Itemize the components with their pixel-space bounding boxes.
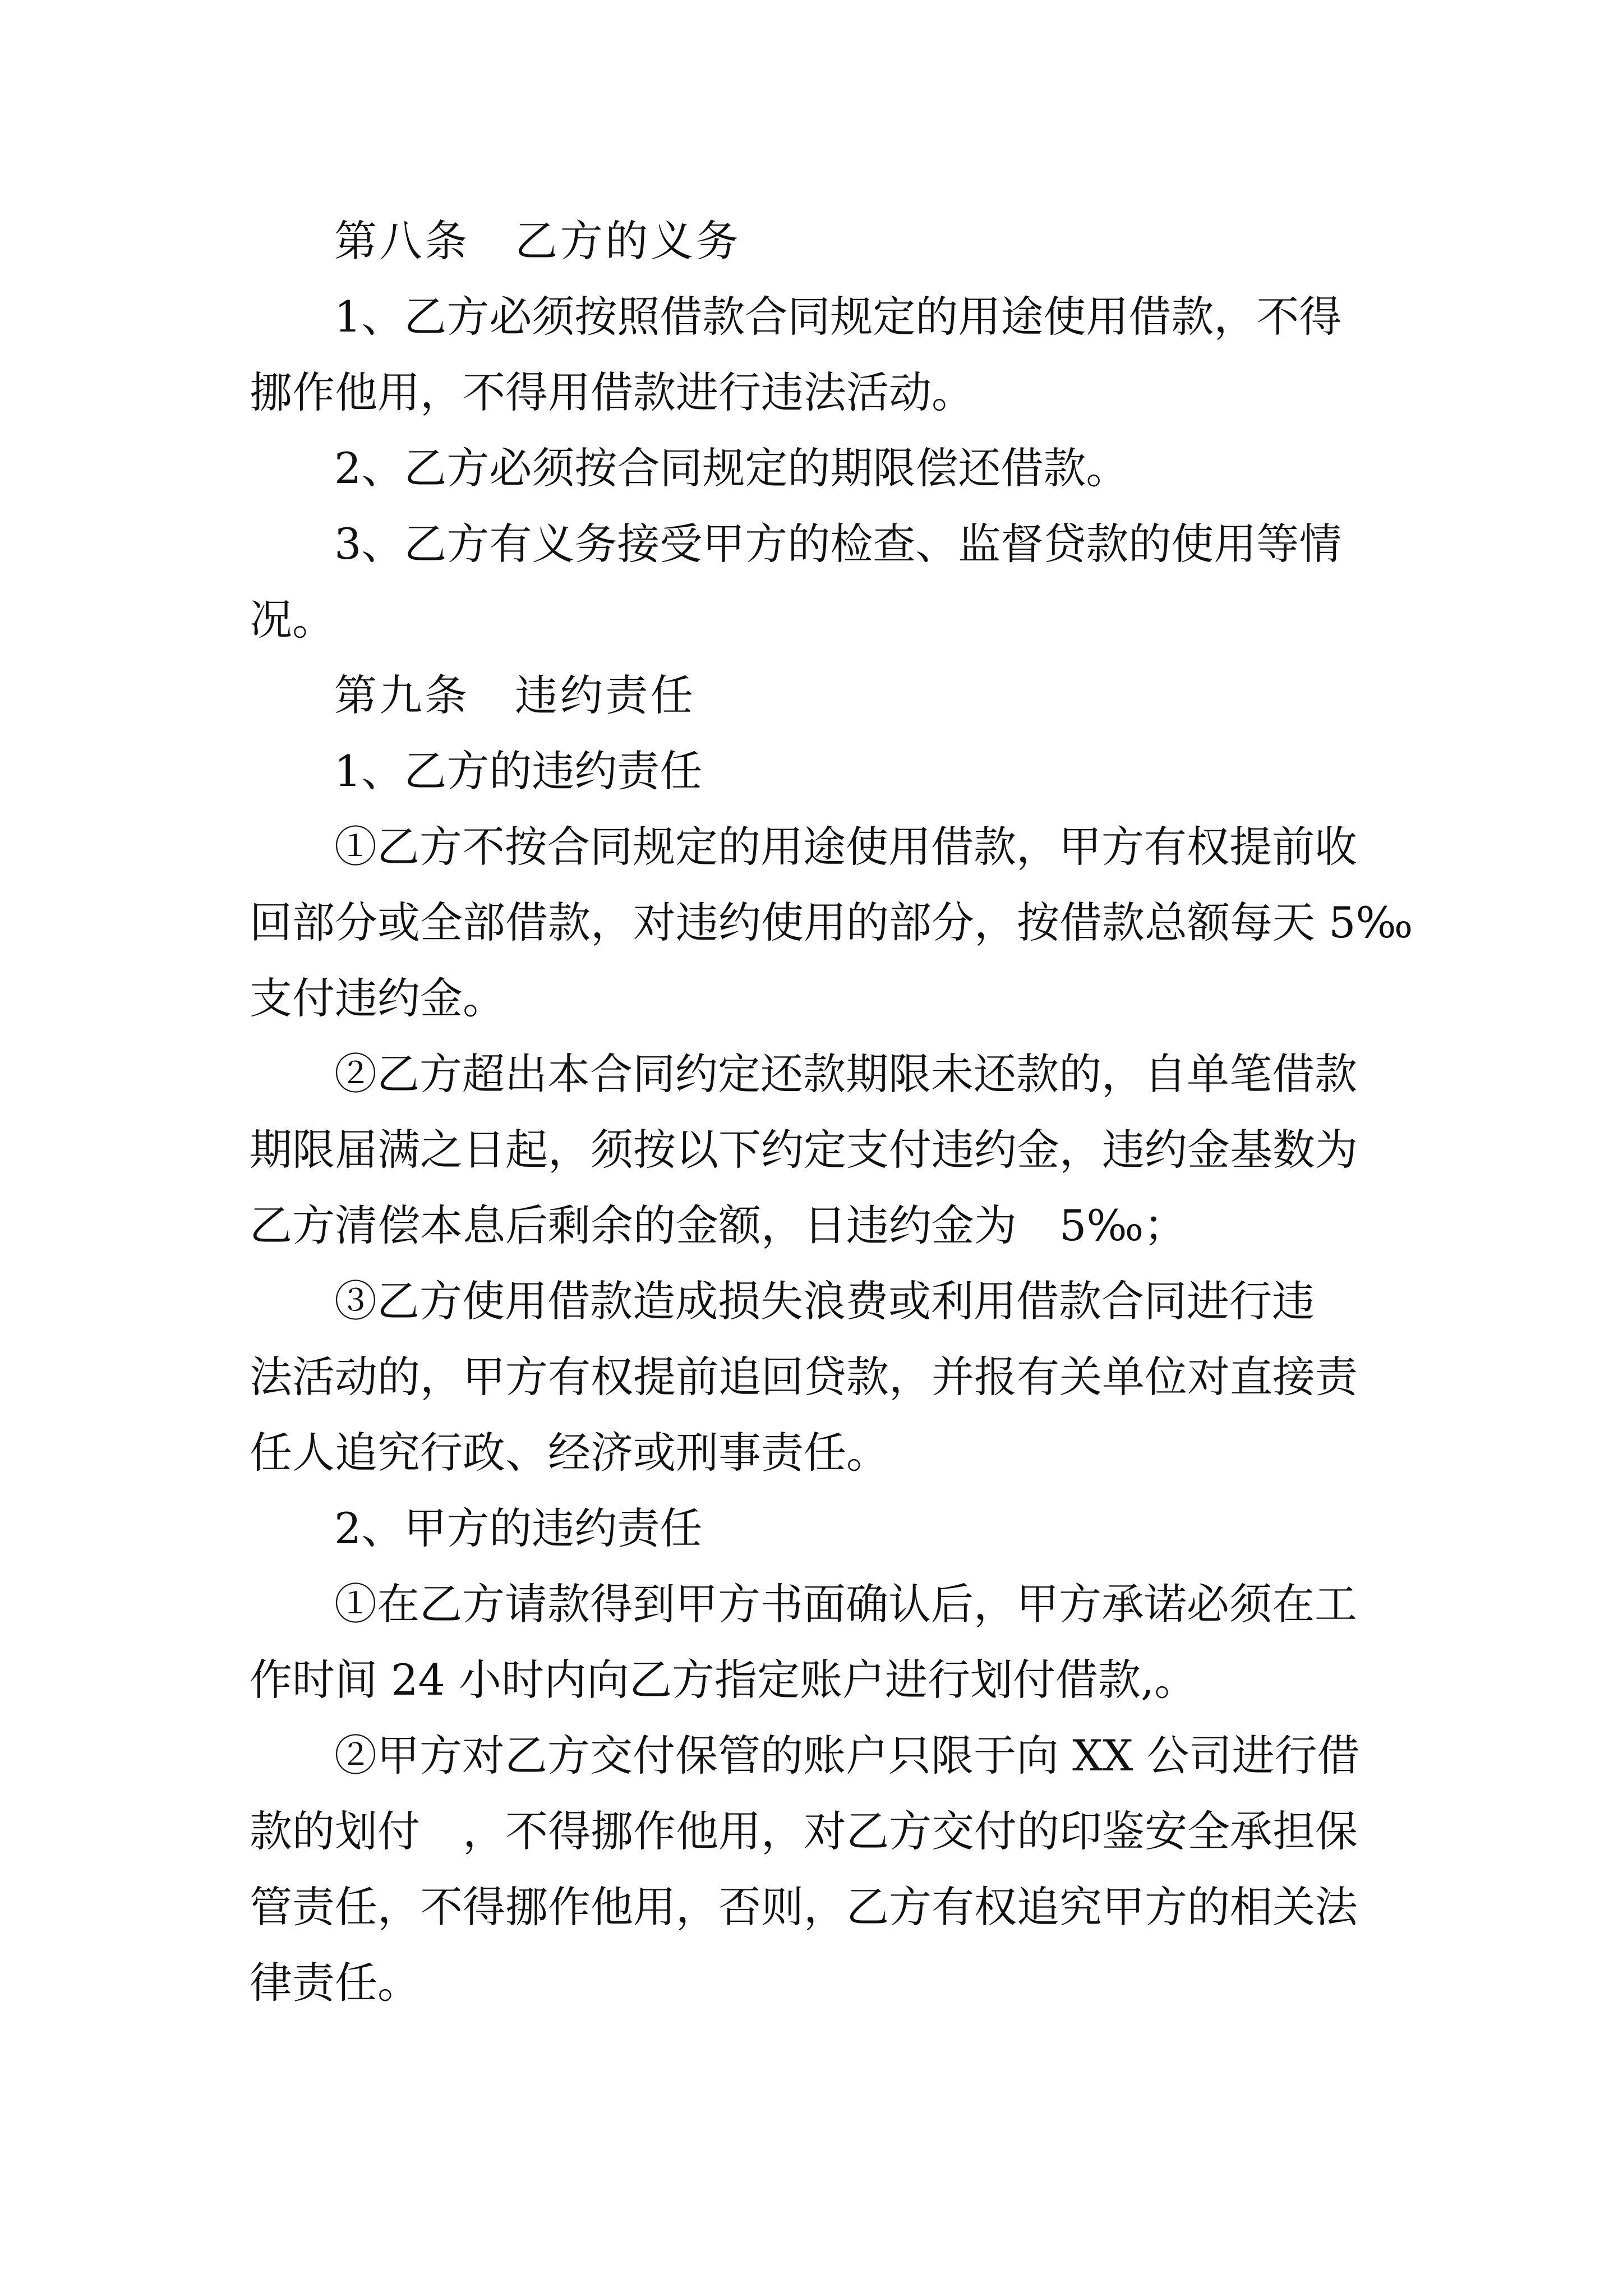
paragraph-line: ③乙方使用借款造成损失浪费或利用借款合同进行违 [334, 1276, 1315, 1326]
paragraph-line: 法活动的，甲方有权提前追回贷款，并报有关单位对直接责 [250, 1352, 1358, 1402]
paragraph-line: 律责任。 [250, 1958, 420, 2008]
paragraph-line: 作时间 24 小时内向乙方指定账户进行划付借款,。 [250, 1655, 1197, 1705]
subsection-heading: 1、乙方的违约责任 [334, 746, 703, 796]
paragraph-line: 管责任，不得挪作他用，否则，乙方有权追究甲方的相关法 [250, 1882, 1358, 1932]
paragraph-line: ②甲方对乙方交付保管的账户只限于向 XX 公司进行借 [334, 1731, 1360, 1780]
paragraph-line: 任人追究行政、经济或刑事责任。 [250, 1428, 889, 1478]
subsection-heading: 2、甲方的违约责任 [334, 1503, 703, 1553]
paragraph-line: 2、乙方必须按合同规定的期限偿还借款。 [334, 443, 1129, 493]
paragraph-line: 款的划付 ，不得挪作他用，对乙方交付的印鉴安全承担保 [250, 1806, 1358, 1856]
paragraph-line: 支付违约金。 [250, 973, 505, 1023]
paragraph-line: 期限届满之日起，须按以下约定支付违约金，违约金基数为 [250, 1125, 1358, 1175]
paragraph-line: 乙方清偿本息后剩余的金额，日违约金为 5‰； [250, 1200, 1187, 1250]
paragraph-line: 3、乙方有义务接受甲方的检查、监督贷款的使用等情 [334, 519, 1342, 569]
paragraph-line: 挪作他用，不得用借款进行违法活动。 [250, 367, 974, 417]
paragraph-line: 况。 [250, 595, 335, 645]
paragraph-line: 1、乙方必须按照借款合同规定的用途使用借款，不得 [334, 292, 1342, 342]
paragraph-line: ②乙方超出本合同约定还款期限未还款的，自单笔借款 [334, 1049, 1357, 1099]
paragraph-line: 回部分或全部借款，对违约使用的部分，按借款总额每天 5‰ [250, 898, 1413, 947]
paragraph-line: ①乙方不按合同规定的用途使用借款，甲方有权提前收 [334, 822, 1357, 872]
article-8-heading: 第八条 乙方的义务 [334, 216, 741, 266]
article-9-heading: 第九条 违约责任 [334, 670, 696, 720]
paragraph-line: ①在乙方请款得到甲方书面确认后，甲方承诺必须在工 [334, 1579, 1357, 1629]
